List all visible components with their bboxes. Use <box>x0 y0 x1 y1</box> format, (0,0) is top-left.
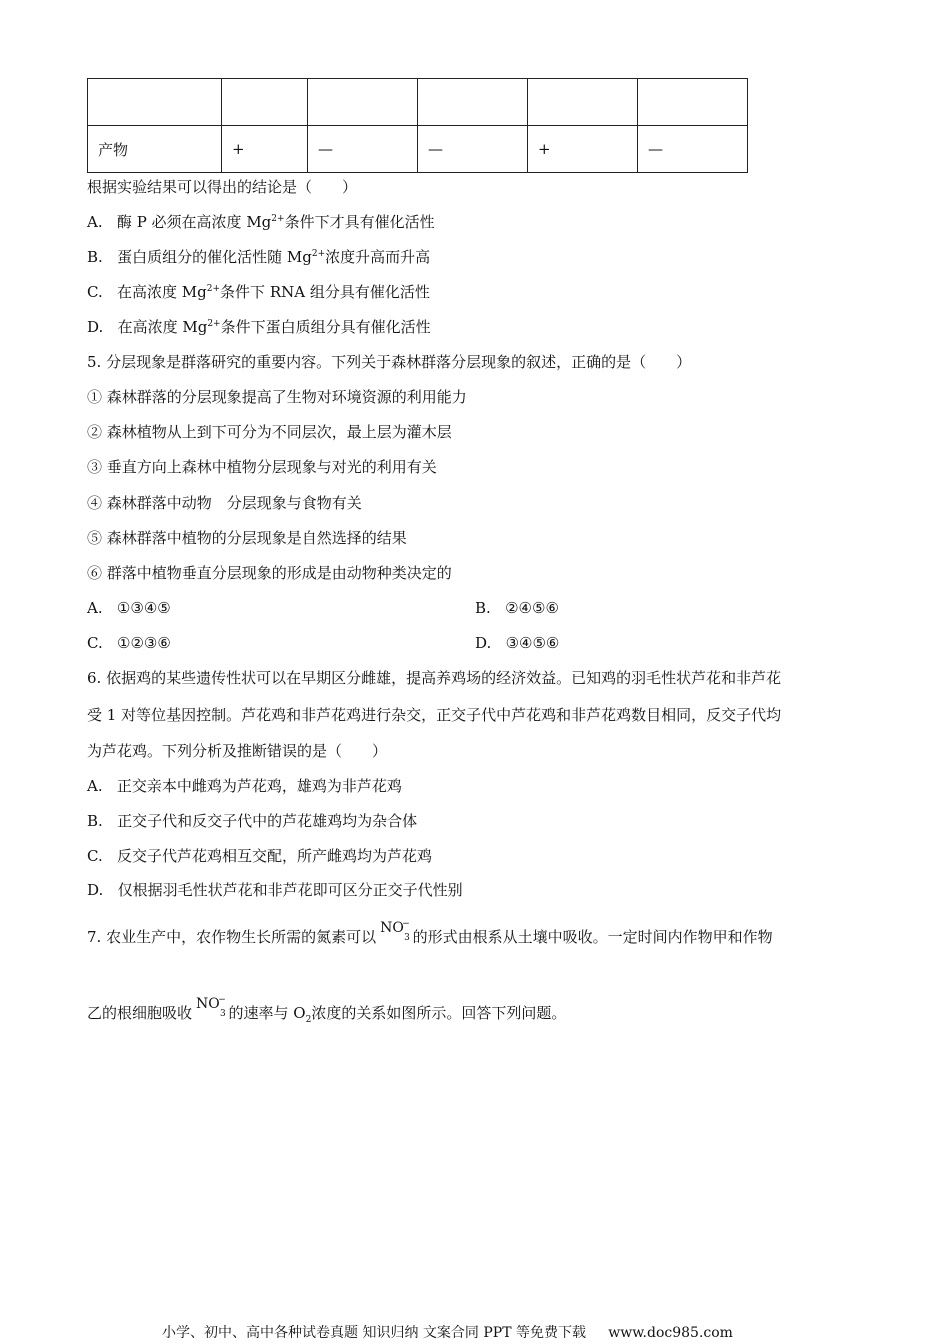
q5-option-a <box>87 601 171 616</box>
option-letter: D. <box>87 881 104 899</box>
formula-base: NO <box>380 920 404 936</box>
table-cell <box>222 79 308 126</box>
q7-text: 的速率与 O <box>228 1004 306 1022</box>
q5-option-b <box>475 601 559 616</box>
q6-option-a <box>87 779 402 794</box>
option-text: 正交亲本中雌鸡为芦花鸡，雄鸡为非芦花鸡 <box>116 777 402 795</box>
table-cell: — <box>638 126 748 173</box>
q4-option-a <box>87 215 435 230</box>
formula-subscript: 3 <box>404 933 410 943</box>
option-text: ②④⑤⑥ <box>505 599 559 617</box>
superscript: 2+ <box>271 214 285 224</box>
option-text: 在高浓度 Mg <box>117 283 207 301</box>
footer-site-link[interactable]: www.doc985.com <box>608 1325 733 1341</box>
option-letter: C. <box>87 847 103 865</box>
q4-option-c <box>87 285 430 300</box>
nitrate-formula <box>196 995 226 1019</box>
table-cell <box>528 79 638 126</box>
q7-stem-line <box>87 919 773 947</box>
result-table <box>87 78 748 173</box>
q7-text: 的形式由根系从土壤中吸收。一定时间内作物甲和作物 <box>412 928 773 946</box>
q5-option-d <box>475 636 559 651</box>
option-text: 浓度升高而升高 <box>325 248 431 266</box>
formula-subscript: 3 <box>220 1009 226 1019</box>
formula-base: NO <box>196 996 220 1012</box>
q5-item: ① 森林群落的分层现象提高了生物对环境资源的利用能力 <box>87 388 467 406</box>
q6-stem-line: 6. 依据鸡的某些遗传性状可以在早期区分雌雄，提高养鸡场的经济效益。已知鸡的羽毛性状芦花和非芦花 <box>87 669 782 687</box>
q5-stem: 5. 分层现象是群落研究的重要内容。下列关于森林群落分层现象的叙述，正确的是（ ） <box>87 353 692 371</box>
q6-option-d <box>87 883 463 898</box>
formula-charge: − <box>218 995 226 1005</box>
option-text: 条件下蛋白质组分具有催化活性 <box>220 318 431 336</box>
q5-item: ⑥ 群落中植物垂直分层现象的形成是由动物种类决定的 <box>87 564 452 582</box>
q4-option-d <box>87 320 431 335</box>
table-cell: + <box>528 126 638 173</box>
q5-item: ⑤ 森林群落中植物的分层现象是自然选择的结果 <box>87 529 407 547</box>
q7-text: 浓度的关系如图所示。回答下列问题。 <box>311 1004 567 1022</box>
option-text: 条件下才具有催化活性 <box>284 213 435 231</box>
q7-text: 乙的根细胞吸收 <box>87 1004 193 1022</box>
q6-option-b <box>87 814 417 829</box>
option-text: 正交子代和反交子代中的芦花雄鸡均为杂合体 <box>117 812 418 830</box>
q7-stem-line <box>87 995 567 1025</box>
option-letter: A. <box>87 777 103 795</box>
option-text: 反交子代芦花鸡相互交配，所产雌鸡均为芦花鸡 <box>117 847 433 865</box>
table-cell: + <box>222 126 308 173</box>
table-cell <box>88 79 222 126</box>
option-letter: A. <box>87 599 103 617</box>
q5-item: ③ 垂直方向上森林中植物分层现象与对光的利用有关 <box>87 458 437 476</box>
nitrate-formula <box>380 919 410 943</box>
option-text: 条件下 RNA 组分具有催化活性 <box>220 283 430 301</box>
table-cell: — <box>308 126 418 173</box>
q5-option-c <box>87 636 171 651</box>
option-text: 在高浓度 Mg <box>117 318 208 336</box>
table-cell: 产物 <box>88 126 222 173</box>
q4-stem: 根据实验结果可以得出的结论是（ ） <box>87 178 358 196</box>
option-letter: B. <box>87 248 103 266</box>
superscript: 2+ <box>206 284 221 294</box>
superscript: 2+ <box>311 249 326 259</box>
option-letter: D. <box>475 634 492 652</box>
option-text: ①②③⑥ <box>117 634 171 652</box>
option-text: 酶 P 必须在高浓度 Mg <box>116 213 272 231</box>
table-cell <box>638 79 748 126</box>
table-row <box>88 79 748 126</box>
q5-item: ② 森林植物从上到下可分为不同层次，最上层为灌木层 <box>87 423 452 441</box>
option-text: 仅根据羽毛性状芦花和非芦花即可区分正交子代性别 <box>117 881 463 899</box>
q6-option-c <box>87 849 432 864</box>
option-letter: A. <box>87 213 103 231</box>
q7-text: 7. 农业生产中，农作物生长所需的氮素可以 <box>87 928 377 946</box>
option-letter: C. <box>87 283 103 301</box>
footer-text: 小学、初中、高中各种试卷真题 知识归纳 文案合同 PPT 等免费下载 <box>162 1325 586 1341</box>
q6-stem-line: 为芦花鸡。下列分析及推断错误的是（ ） <box>87 742 388 760</box>
q4-option-b <box>87 250 430 265</box>
page-footer <box>162 1326 733 1340</box>
option-letter: B. <box>475 599 491 617</box>
q5-item: ④ 森林群落中动物 分层现象与食物有关 <box>87 494 362 512</box>
option-letter: D. <box>87 318 104 336</box>
option-text: ③④⑤⑥ <box>505 634 560 652</box>
table-cell <box>308 79 418 126</box>
option-text: ①③④⑤ <box>116 599 171 617</box>
option-letter: C. <box>87 634 103 652</box>
option-text: 蛋白质组分的催化活性随 Mg <box>117 248 312 266</box>
option-letter: B. <box>87 812 103 830</box>
superscript: 2+ <box>207 319 221 329</box>
q6-stem-line: 受 1 对等位基因控制。芦花鸡和非芦花鸡进行杂交，正交子代中芦花鸡和非芦花鸡数目相同，反交子代均 <box>87 706 782 724</box>
table-cell: — <box>418 126 528 173</box>
subscript: 2 <box>305 1015 312 1025</box>
formula-charge: − <box>402 919 410 929</box>
table-row <box>88 126 748 173</box>
table-cell <box>418 79 528 126</box>
